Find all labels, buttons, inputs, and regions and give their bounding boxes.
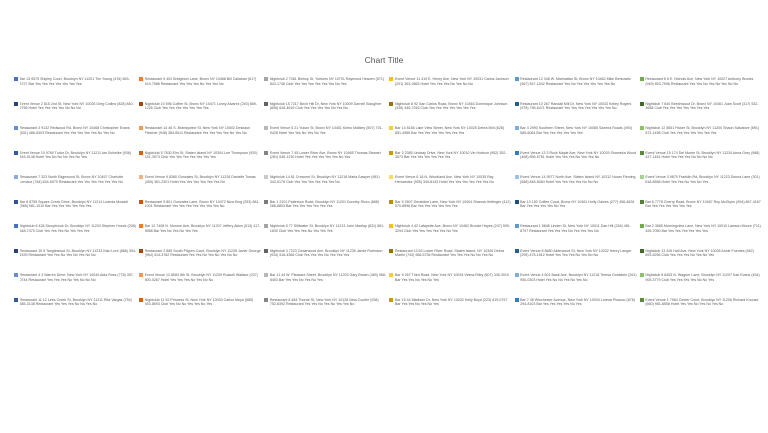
legend-label: Nightclub 5 77 Stillwater St, Brooklyn NY 11213 John Madlay (831) 581-1830 Club Yes Yes Yes No Yes Yes Yes	[269, 224, 385, 233]
legend-entry[interactable]	[640, 102, 762, 127]
legend-label: Event Venue 8 8680 Alderwood St, New York NY 10032 Henry Langer (295) 475-1512 Hotel Yes Yes Yes No Yes No No	[520, 248, 632, 257]
legend-entry[interactable]	[264, 151, 386, 176]
legend-label: Restaurant 2 885 South Pilgrim Court, Brooklyn NY 11235 Javier George (964) 314-3782 Restaurant Yes Yes No Yes No Yes No No	[144, 248, 261, 257]
legend-entry[interactable]	[139, 126, 261, 151]
legend-entry[interactable]	[389, 151, 511, 176]
legend-label: Event Venue 5 21 Yukon St, Bronx NY 10451 Kiebo Malikey (507) 701-9428 Hotel Yes Yes No Yes No Yes	[269, 126, 383, 135]
legend-label: Bar 15 44 Madison Dr, New York NY 10032 Kelly Boyd (223) 819-0797 Bar Yes Yes No Yes No Yes	[394, 297, 508, 306]
legend-swatch	[515, 151, 519, 155]
legend-label: Event Venue 15 174 Del Monte St, Brooklyn NY 11234 Anna Grey (988) 437-1451 Hotel Yes Yes Yes No No No No	[645, 150, 760, 159]
legend-swatch	[515, 102, 519, 106]
legend-entry[interactable]	[139, 273, 261, 298]
legend-label: Bar 10 182 Coffee Court, Bronx NY 10461 Holly Gaines (277) 456-4626 Bar Yes Yes Yes Yes No Yes	[520, 199, 635, 208]
legend-label: Restaurant 7 323 North Edgewood St, Bronx NY 10457 Charlotte Lemaux (784) 634-6970 Restaurant Yes Yes Yes Yes Yes Yes No	[19, 175, 124, 184]
legend-entry[interactable]	[640, 200, 762, 225]
legend-entry[interactable]	[389, 175, 511, 200]
legend-swatch	[389, 200, 393, 204]
legend-label: Event Venue 7 45 Lower River Ave, Bronx NY 10465 Thomas Stewart (281) 645-1230 Hotel Yes Yes Yes Yes Yes No Yes	[269, 150, 381, 159]
legend-entry[interactable]	[139, 77, 261, 102]
legend-swatch	[640, 175, 644, 179]
legend-entry[interactable]	[139, 298, 261, 323]
legend-entry[interactable]	[139, 151, 261, 176]
legend-label: Nightclub 12 5651 Fisker St, Brooklyn NY 11200 Shaun Salvatore (691) 672-1498 Club Yes Yes Yes Yes Yes Yes Yes	[645, 126, 760, 135]
legend-label: Nightclub 5 7830 Elm St, Staten Island NY 10304 Lee Thompson (920) 431-3973 Club Yes Yes Yes Yes Yes Yes Yes	[144, 150, 258, 159]
legend-entry[interactable]	[139, 175, 261, 200]
legend-label: Restaurant 14 46 S. Brandywine St, New York NY 10002 Deshaun Fletcher (948) 384-6511 Restaurant Yes Yes Yes Yes No Yes No	[144, 126, 251, 135]
legend-label: Bar 7 48 Winchester Avenue, New York NY 10034 Lorena Pisacco (678) 294-8103 Bar Yes Yes Yes Yes No Yes	[520, 297, 635, 306]
legend-entry[interactable]	[389, 224, 511, 249]
legend-entry[interactable]	[640, 224, 762, 249]
legend-label: Nightclub 6 428 Stonybrook Dr, Brooklyn NY 11203 Stephen Hoeck (208) 348-7470 Club Yes Yes Yes No Yes Yes Yes	[19, 224, 136, 233]
legend-label: Event Venue 4 601 Bank Ave, Brooklyn NY 11218 Teresa Goldstein (261) 950-0303 Hotel Yes No No Yes No Yes No	[520, 273, 637, 282]
legend-entry[interactable]	[14, 200, 136, 225]
legend-label: Bar 9 267 Third Road, New York NY 10034 Velma Riley (607) 345-3010 Bar Yes Yes No Yes No Yes	[394, 273, 509, 282]
legend-entry[interactable]	[139, 224, 261, 249]
legend-label: Event Venue 13 3 Rock Maple Ave, New York NY 10029 Shameka Wood (468) 656-5761 Hotel Yes Yes Yes No Yes Yes No	[520, 150, 637, 159]
legend-swatch	[139, 273, 143, 277]
legend-swatch	[14, 249, 18, 253]
legend-entry[interactable]	[640, 175, 762, 200]
legend-swatch	[14, 126, 18, 130]
legend-entry[interactable]	[389, 102, 511, 127]
legend-entry[interactable]	[139, 249, 261, 274]
legend-entry[interactable]	[14, 77, 136, 102]
legend-swatch	[640, 200, 644, 204]
legend-swatch	[389, 102, 393, 106]
legend-label: Nightclub 8 92 San Carlos Road, Bronx NY 10463 Dominique Johnson (336) 446-7016 Club Yes Yes Yes Yes Yes Yes Yes	[394, 101, 508, 110]
legend-entry[interactable]	[515, 224, 637, 249]
legend-label: Event Venue 12 8083 8th St, Brooklyn NY 11209 Russell Wallace (237) 800-0267 Hotel Yes Yes Yes No Yes No No	[144, 273, 258, 282]
legend-label: Restaurant 13 63 Lower River Road, Staten Island, NY 10306 Debra Martin (743) 968-5736 Restaurant Yes Yes Yes No No Yes No	[394, 248, 504, 257]
legend-label: Nightclub 10 596 Coffee St, Bronx NY 10471 Lonny Alvarez (240) 889-1226 Club Yes Yes Yes Yes Yes Yes Yes	[144, 101, 257, 110]
legend-swatch	[389, 175, 393, 179]
legend-entry[interactable]	[515, 102, 637, 127]
legend-label: Restaurant 1 5846 Linden St, New York NY 10011 Dan Hill (248) 481-8797 Restaurant Yes Yes Yes No Yes Yes Yes No	[520, 224, 631, 233]
legend-label: Event Venue 3 9875 Franklin Rd, Brooklyn NY 11223 Donna Lane (301) 618-8558 Hotel Yes Yes No Yes No Yes	[645, 175, 760, 184]
legend-swatch	[264, 151, 268, 155]
legend-label: Restaurant 6 6 E. Nichols Ave, New York NY 10027 Anthony Brooks (949) 803-7596 Restaurant Yes Yes No Yes No Yes No No	[645, 77, 754, 86]
legend-swatch	[389, 126, 393, 130]
legend-swatch	[640, 126, 644, 130]
legend-entry[interactable]	[389, 298, 511, 323]
legend-swatch	[139, 175, 143, 179]
chart-title: Chart Title	[364, 55, 404, 65]
legend-swatch	[139, 151, 143, 155]
legend-label: Bar 5 2607 Geraldine Lane, New York NY 10004 Shanna Hettinger (412) 570-8596 Bar Yes Yes Yes Yes Yes Yes	[394, 199, 511, 208]
legend-swatch	[515, 298, 519, 302]
legend-entry[interactable]	[640, 249, 762, 274]
legend-swatch	[139, 126, 143, 130]
legend-label: Bar 13 9575 Shipley Court, Brooklyn NY 11201 Tim Young (476) 653-2727 Bar Yes Yes Yes Yes Yes Yes Yes	[19, 77, 130, 86]
legend-label: Restaurant 15 5 Tanglewood St, Brooklyn NY 11233 Kiari Lore (886) 354-1539 Restaurant Yes Yes No Yes No Yes No No	[19, 248, 137, 257]
legend-swatch	[640, 77, 644, 81]
legend-label: Restaurant 8 484 Thorne St, New York NY 10128 Nina Coulter (938) 752-6392 Restaurant Yes Yes No Yes No Yes Yes No	[269, 297, 379, 306]
legend-swatch	[640, 249, 644, 253]
legend-label: Nightclub 13 426 Hall Ave, New York NY 10028 Annie Fuentes (462) 893-6256 Club Yes Yes Yes No Yes No Yes	[645, 248, 754, 257]
legend-label: Restaurant 4 3 Warren Drive, New York NY 10040 Adia Ross (778) 357-0744 Restaurant Yes Yes Yes No Yes No No No	[19, 273, 134, 282]
chart-legend	[14, 77, 762, 322]
legend-entry[interactable]	[264, 175, 386, 200]
legend-swatch	[264, 175, 268, 179]
legend-label: Nightclub 2 7061 Bishop St, Yonkers NY 10701 Raymond Heaven (571) 843-1746 Club Yes Yes Yes Yes Yes Yes No Yes	[269, 77, 385, 86]
legend-entry[interactable]	[389, 273, 511, 298]
legend-swatch	[264, 224, 268, 228]
legend-label: Nightclub 15 7217 Birch Hill Dr, New York NY 10009 Darnell Slaughter (806) 628-4615 Club Yes Yes Yes Yes No Yes No	[269, 101, 382, 110]
legend-label: Restaurant 10 267 Randall Mill Dr, New York NY 10033 Kelley Rogers (978) 798-6471 Restaurant Yes Yes Yes Yes Yes Yes Yes No	[520, 101, 632, 110]
legend-entry[interactable]	[515, 200, 637, 225]
legend-label: Bar 12 7408 N. Monroe Ave, Brooklyn NY 11207 Jeffery Akins (513) 417-8958 Bar Yes No Yes No Yes Yes	[144, 224, 261, 233]
legend-swatch	[139, 77, 143, 81]
legend-label: Event Venue 2 815 2nd St, New York NY 10026 Greg Collins (828) 840-2756 Hotel Yes Yes Yes Yes No No No	[19, 101, 134, 110]
legend-label: Event Venue 1 7584 Center Court, Brooklyn NY 11208 Richard Knouse (660) 981-8558 Hotel Yes Yes No Yes No Yes No	[645, 297, 759, 306]
legend-label: Nightclub 4 42 Lafayette Ave, Bronx NY 10462 Brooke Hayes (247) 599-3294 Club Yes Yes Yes Yes Yes No Yes	[394, 224, 511, 233]
legend-label: Restaurant 11 12 Lees Creek St, Brooklyn NY 11211 Rita Vargas (754) 685-3138 Restaurant Yes Yes Yes No No Yes No	[19, 297, 132, 306]
legend-entry[interactable]	[389, 200, 511, 225]
legend-swatch	[515, 126, 519, 130]
legend-label: Event Venue 14 9577 North Ave, Staten Island NY 10312 Noam Fleming (658) 848-8084 Hotel Yes Yes Yes Yes No No No	[520, 175, 636, 184]
legend-label: Restaurant 9 801 Gonzales Lane, Bronx NY 10472 Nica King (253) 861-1001 Restaurant Yes Yes Yes Yes Yes Yes Yes No	[144, 199, 260, 208]
legend-swatch	[640, 151, 644, 155]
legend-entry[interactable]	[14, 273, 136, 298]
legend-entry[interactable]	[14, 102, 136, 127]
legend-swatch	[389, 298, 393, 302]
legend-label: Bar 14 8156 Lake View Street, New York NY 10025 Debra Brill (628) 851-4986 Bar Yes Yes Yes Yes Yes Yes Yes	[394, 126, 504, 135]
legend-swatch	[640, 273, 644, 277]
legend-entry[interactable]	[139, 200, 261, 225]
legend-label: Nightclub 3 7223 Cedarwood Ave, Brooklyn NY 11235 Jamie Robinson (934) 516-4366 Club Yes Yes Yes No Yes Yes Yes	[269, 248, 383, 257]
legend-swatch	[640, 102, 644, 106]
legend-entry[interactable]	[14, 298, 136, 323]
legend-entry[interactable]	[640, 273, 762, 298]
legend-label: Bar 4 2990 Southern Street, New York NY 10085 Saxena Roads (493) 585-6064 Bar Yes Yes Yes Yes Yes Yes	[520, 126, 632, 135]
legend-swatch	[14, 102, 18, 106]
legend-swatch	[515, 224, 519, 228]
legend-swatch	[640, 224, 644, 228]
legend-entry[interactable]	[640, 298, 762, 323]
legend-entry[interactable]	[515, 249, 637, 274]
legend-label: Event Venue 11 419 E. Henry Ave, New York NY 10031 Carlos Jackson (201) 363-0653 Hotel Yes Yes Yes No Yes No No	[394, 77, 509, 86]
legend-entry[interactable]	[264, 249, 386, 274]
legend-entry[interactable]	[14, 249, 136, 274]
legend-label: Bar 3 2385 Lindsay Drive, New York NY 10010 Vin Hodson (952) 352-3573 Bar Yes Yes Yes Yes Yes Yes	[394, 150, 507, 159]
legend-swatch	[14, 298, 18, 302]
legend-swatch	[389, 249, 393, 253]
legend-entry[interactable]	[14, 224, 136, 249]
legend-label: Nightclub 14 81 Crescent St, Brooklyn NY 11218 Maria Sawyer (981) 343-5178 Club Yes Yes Yes Yes Yes Yes No	[269, 175, 380, 184]
legend-entry[interactable]	[640, 77, 762, 102]
legend-swatch	[14, 175, 18, 179]
legend-swatch	[264, 200, 268, 204]
legend-label: Bar 8 8755 Square Creek Drive, Brooklyn NY 11214 Luanda Mosadi (985) 581-1010 Bar Yes Yes Yes Yes Yes Yes	[19, 199, 128, 208]
legend-entry[interactable]	[389, 126, 511, 151]
legend-entry[interactable]	[264, 200, 386, 225]
legend-entry[interactable]	[264, 273, 386, 298]
legend-entry[interactable]	[515, 175, 637, 200]
legend-label: Nightclub 8 8453 N. Wagner Lane, Brooklyn NY 11207 Karl Evans (454) 905-3779 Club Yes Yes Yes Yes No No Yes	[645, 273, 760, 282]
legend-swatch	[14, 200, 18, 204]
legend-entry[interactable]	[515, 126, 637, 151]
legend-swatch	[389, 151, 393, 155]
legend-entry[interactable]	[264, 77, 386, 102]
legend-swatch	[264, 77, 268, 81]
legend-entry[interactable]	[264, 298, 386, 323]
legend-label: Restaurant 5 402 Bridgeton Lane, Bronx NY 10468 Bill Callahan (617) 419-7986 Restaurant Yes Yes Yes No Yes Yes No	[144, 77, 257, 86]
legend-label: Nightclub 7 640 Beechwood Dr, Bronx NY 10461 Juan Scott (317) 532-3658 Club Yes Yes Yes Yes Yes Yes Yes	[645, 101, 759, 110]
legend-swatch	[389, 77, 393, 81]
legend-swatch	[139, 298, 143, 302]
legend-swatch	[14, 77, 18, 81]
legend-label: Bar 6 7778 Cherry Road, Bronx NY 10467 Roy McGlynn (594) 867-4167 Bar Yes Yes Yes Yes Yes Yes	[645, 199, 761, 208]
legend-entry[interactable]	[14, 151, 136, 176]
legend-swatch	[640, 298, 644, 302]
legend-entry[interactable]	[640, 151, 762, 176]
legend-swatch	[515, 249, 519, 253]
legend-entry[interactable]	[264, 224, 386, 249]
legend-entry[interactable]	[389, 77, 511, 102]
legend-label: Bar 11 44 W. Pleasant Street, Brooklyn NY 11203 Gary Brown (469) 968-8453 Bar Yes Yes No Yes No Yes	[269, 273, 387, 282]
legend-swatch	[14, 273, 18, 277]
legend-entry[interactable]	[14, 126, 136, 151]
legend-swatch	[389, 224, 393, 228]
legend-entry[interactable]	[515, 151, 637, 176]
legend-entry[interactable]	[389, 249, 511, 274]
legend-swatch	[515, 77, 519, 81]
legend-label: Event Venue 10 9760 Tudor Dr, Brooklyn NY 11211 Ian Schielke (936) 816-9148 Hotel Yes No No No Yes No Yes	[19, 150, 131, 159]
legend-swatch	[14, 151, 18, 155]
legend-entry[interactable]	[515, 77, 637, 102]
legend-swatch	[14, 224, 18, 228]
legend-entry[interactable]	[264, 126, 386, 151]
legend-swatch	[264, 126, 268, 130]
legend-entry[interactable]	[515, 273, 637, 298]
legend-label: Restaurant 12 348 W. Manhattan St, Bronx NY 10462 Mike Berkowitz (567) 547-1542 Restaurant Yes No Yes Yes Yes Yes Yes No	[520, 77, 631, 86]
legend-entry[interactable]	[139, 102, 261, 127]
legend-label: Event Venue 9 8380 Gonzales St, Brooklyn NY 11228 Danielle Tomas (459) 361-2301 Hotel Yes Yes Yes Yes Yes Yes No	[144, 175, 256, 184]
legend-label: Nightclub 11 92 Princess St, New York NY 10033 Carlos Moya (685) 453-8693 Club Yes No No Yes Yes No Yes	[144, 297, 254, 306]
legend-swatch	[264, 249, 268, 253]
legend-label: Event Venue 6 18 N. Woodland Ave, New York NY 10035 Ray Hernandez (905) 345-8143 Hotel Yes Yes Yes Yes Yes Yes No	[394, 175, 494, 184]
legend-swatch	[389, 273, 393, 277]
legend-swatch	[139, 224, 143, 228]
legend-entry[interactable]	[640, 126, 762, 151]
legend-entry[interactable]	[14, 175, 136, 200]
legend-label: Bar 2 3685 Morningview Lane, New York NY 10010 Lawson Moore (711) 426-7050 Bar Yes Yes Yes Yes Yes Yes	[645, 224, 761, 233]
legend-label: Restaurant 3 9132 Redwood Rd, Bronx NY 10468 Christopher Evans (831) 486-6303 Restaurant Yes Yes Yes Yes Yes No Yes No	[19, 126, 130, 135]
legend-swatch	[139, 249, 143, 253]
legend-swatch	[264, 298, 268, 302]
legend-swatch	[264, 102, 268, 106]
legend-entry[interactable]	[515, 298, 637, 323]
legend-label: Bar 1 2101 Patterson Road, Brooklyn NY 11201 Dorothy Rizzo (888) 286-8803 Bar Yes Yes Yes Yes Yes Yes	[269, 199, 379, 208]
legend-swatch	[139, 102, 143, 106]
legend-swatch	[139, 200, 143, 204]
legend-swatch	[515, 175, 519, 179]
legend-swatch	[264, 273, 268, 277]
legend-swatch	[515, 200, 519, 204]
legend-entry[interactable]	[264, 102, 386, 127]
legend-swatch	[515, 273, 519, 277]
